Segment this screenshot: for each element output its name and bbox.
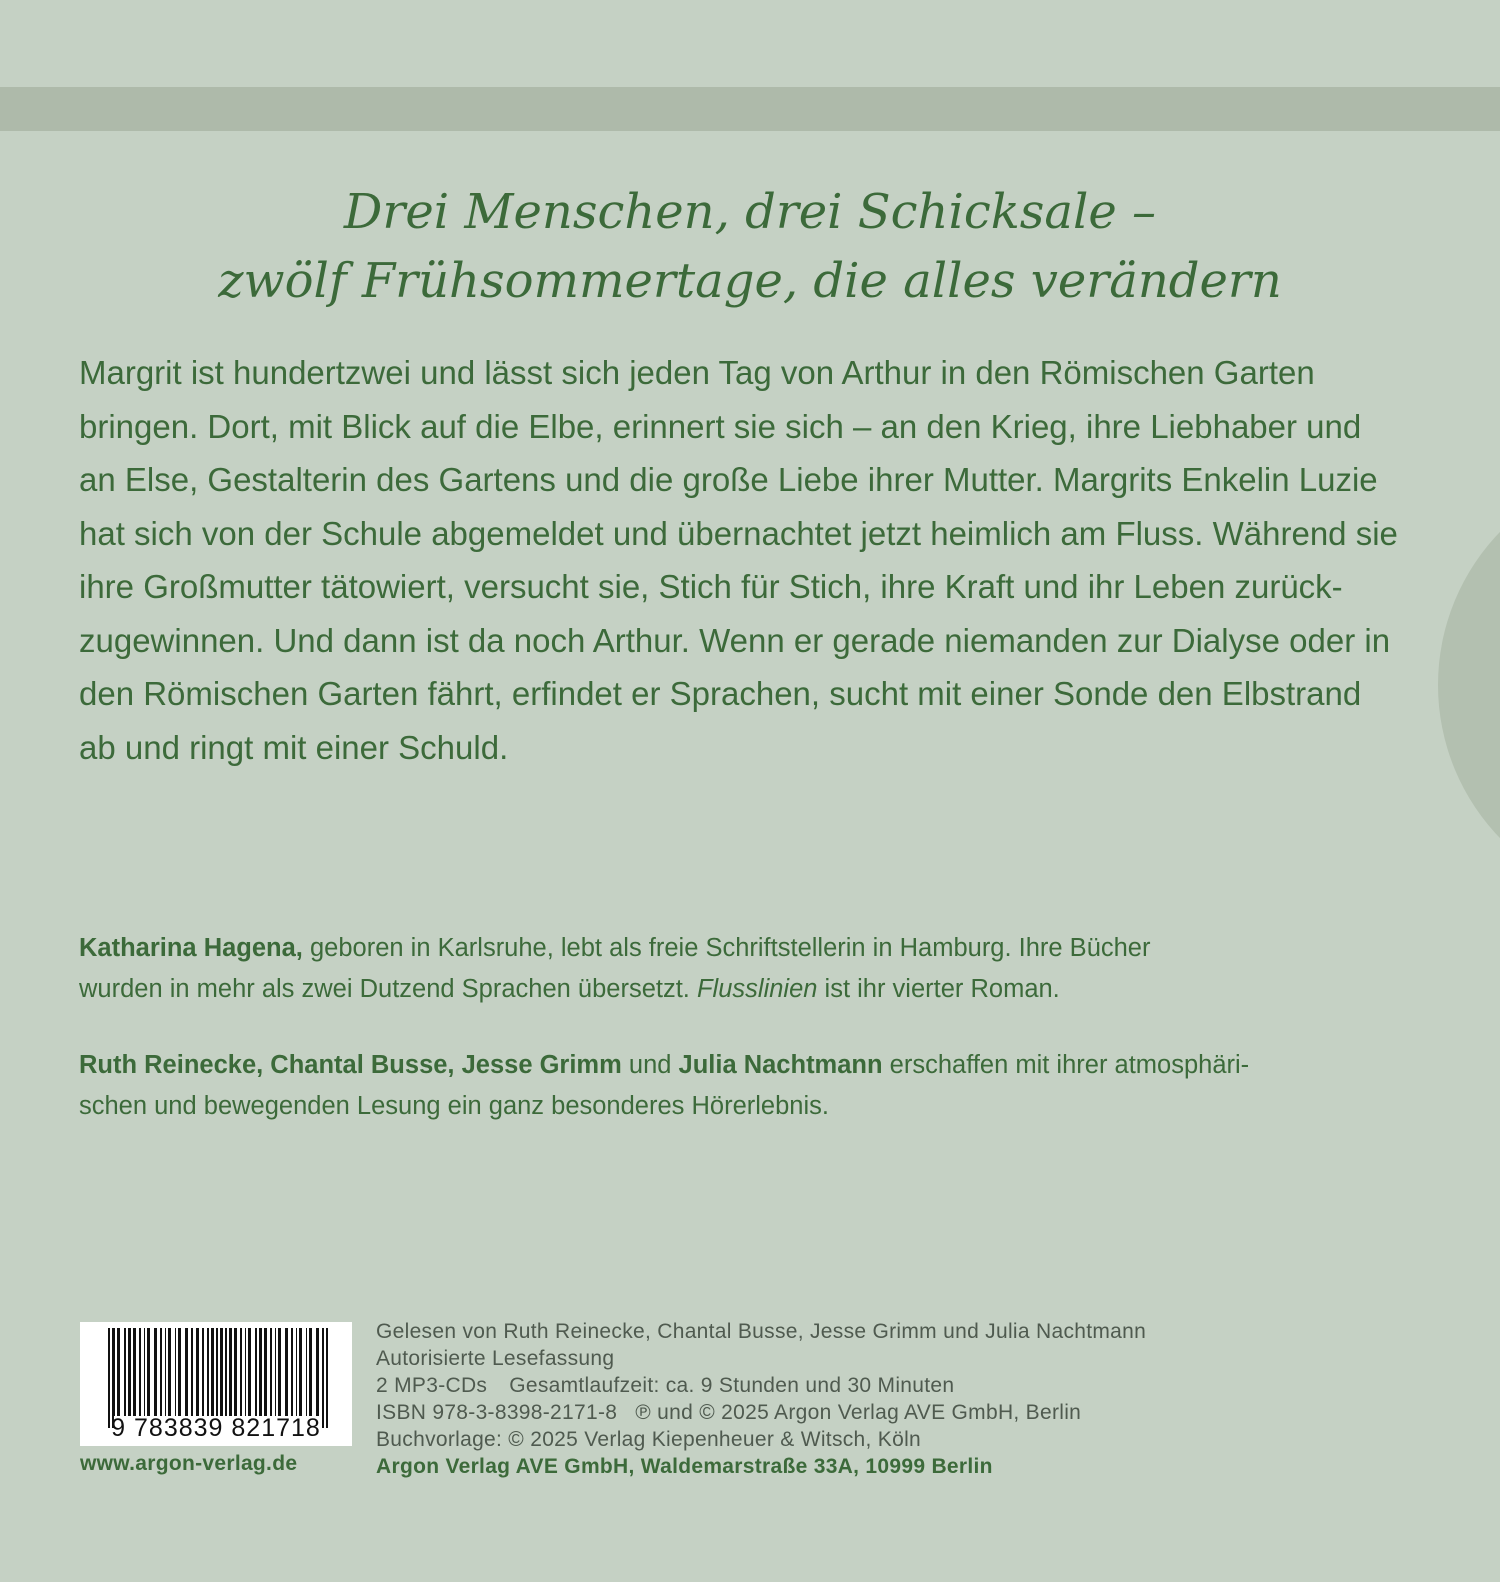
barcode-bar [306,1328,307,1416]
blurb [79,346,1424,774]
book-title: Flusslinien [696,975,818,1003]
blurb-line: ab und ringt mit einer Schuld. [79,728,509,766]
barcode-bar [296,1328,297,1416]
barcode-bar [264,1328,267,1416]
barcode-bar [248,1328,251,1416]
barcode-bar [191,1328,193,1416]
blurb-line: zugewinnen. Und dann ist da noch Arthur. Wenn er gerade niemanden zur Dialyse oder in [79,621,1391,659]
author-bio-text: wurden in mehr als zwei Dutzend Sprachen übersetzt. [79,975,697,1003]
barcode-bar [326,1328,328,1428]
barcode-bar [175,1328,176,1416]
barcode-bar [322,1328,324,1428]
credits-runtime: Gesamtlaufzeit: ca. 9 Stunden und 30 Minuten [509,1374,955,1397]
barcode-bar [299,1328,302,1416]
barcode-bar [207,1328,209,1416]
credits-format: 2 MP3-CDs [376,1374,488,1397]
barcode-bar [240,1328,242,1416]
top-band [0,87,1500,131]
barcode-bar [225,1328,227,1416]
barcode-bar [234,1328,237,1416]
author-bio-text: geboren in Karlsruhe, lebt als freie Schriftstellerin in Hamburg. Ihre Bücher [302,934,1151,962]
barcode-bar [133,1328,136,1416]
barcode-bar [185,1328,188,1416]
headline-line-2: zwölf Frühsommertage, die alles verändern [218,253,1282,309]
barcode-bar [245,1328,246,1416]
barcode-bar [128,1328,131,1416]
readers-bio-text: und [621,1051,679,1079]
author-bio [79,928,1419,1010]
barcode-bar [316,1328,319,1416]
website-link[interactable]: www.argon-verlag.de [80,1452,298,1475]
headline [0,178,1500,316]
readers-bio-text: erschaffen mit ihrer atmosphäri- [882,1051,1250,1079]
barcode-bar [196,1328,199,1416]
barcode-bar [112,1328,114,1428]
author-bio-text: ist ihr vierter Roman. [817,975,1060,1003]
credits [376,1318,1146,1480]
readers-bio-text: schen und bewegenden Lesung ein ganz besonderes Hörerlebnis. [79,1092,829,1120]
credits-copyright: ℗ und © 2025 Argon Verlag AVE GmbH, Berlin [635,1401,1082,1424]
barcode-bar [220,1328,223,1416]
barcode-bar [291,1328,293,1416]
barcode-bar [178,1328,181,1416]
barcode-digits: 9 783839 821718 [111,1414,321,1442]
author-name: Katharina Hagena, [79,934,303,962]
headline-line-1: Drei Menschen, drei Schicksale – [343,184,1157,240]
barcode-bar [147,1328,150,1416]
barcode-bar [114,1328,115,1416]
barcode-bar [165,1328,166,1416]
readers-bio [79,1045,1419,1127]
credits-source: Buchvorlage: © 2025 Verlag Kiepenheuer & Witsch, Köln [376,1428,922,1451]
barcode-bar [124,1328,126,1416]
credits-edition: Autorisierte Lesefassung [376,1347,615,1370]
blurb-line: hat sich von der Schule abgemeldet und übernachtet jetzt heimlich am Fluss. Während sie [79,514,1398,552]
credits-isbn: ISBN 978-3-8398-2171-8 [376,1401,618,1424]
barcode-bar [154,1328,157,1416]
credits-address: Argon Verlag AVE GmbH, Waldemarstraße 33A, 10999 Berlin [376,1455,993,1478]
cd-disc-edge [1438,465,1500,905]
credits-read-by: Gelesen von Ruth Reinecke, Chantal Busse, Jesse Grimm und Julia Nachtmann [376,1320,1147,1343]
barcode-bar [202,1328,204,1416]
barcode-bar [255,1328,257,1416]
blurb-line: an Else, Gestalterin des Gartens und die große Liebe ihrer Mutter. Margrits Enkelin Luzie [79,461,1378,498]
barcode-bar [160,1328,162,1416]
blurb-line: Margrit ist hundertzwei und lässt sich jeden Tag von Arthur in den Römischen Garten [79,354,1315,391]
barcode-bar [275,1328,276,1416]
barcode-bar [108,1328,110,1428]
barcode-bar [285,1328,288,1416]
barcode-bar [278,1328,281,1416]
barcode-bar [211,1328,214,1416]
barcode-bar [229,1328,232,1416]
barcode-bar [259,1328,262,1416]
barcode-bar [168,1328,171,1416]
barcode-bar [144,1328,145,1416]
barcode-bar [139,1328,141,1416]
barcode-bar [216,1328,218,1416]
barcode-bar [117,1328,120,1416]
blurb-line: bringen. Dort, mit Blick auf die Elbe, erinnert sie sich – an den Krieg, ihre Liebhaber und [79,407,1362,445]
reader-name-last: Julia Nachtmann [678,1051,883,1079]
blurb-line: den Römischen Garten fährt, erfindet er Sprachen, sucht mit einer Sonde den Elbstrand [79,675,1362,712]
barcode [80,1322,352,1446]
barcode-bar [309,1328,312,1416]
barcode-bar [270,1328,272,1416]
blurb-line: ihre Großmutter tätowiert, versucht sie, Stich für Stich, ihre Kraft und ihr Leben zurück- [79,568,1343,605]
reader-names: Ruth Reinecke, Chantal Busse, Jesse Grimm [79,1051,622,1079]
